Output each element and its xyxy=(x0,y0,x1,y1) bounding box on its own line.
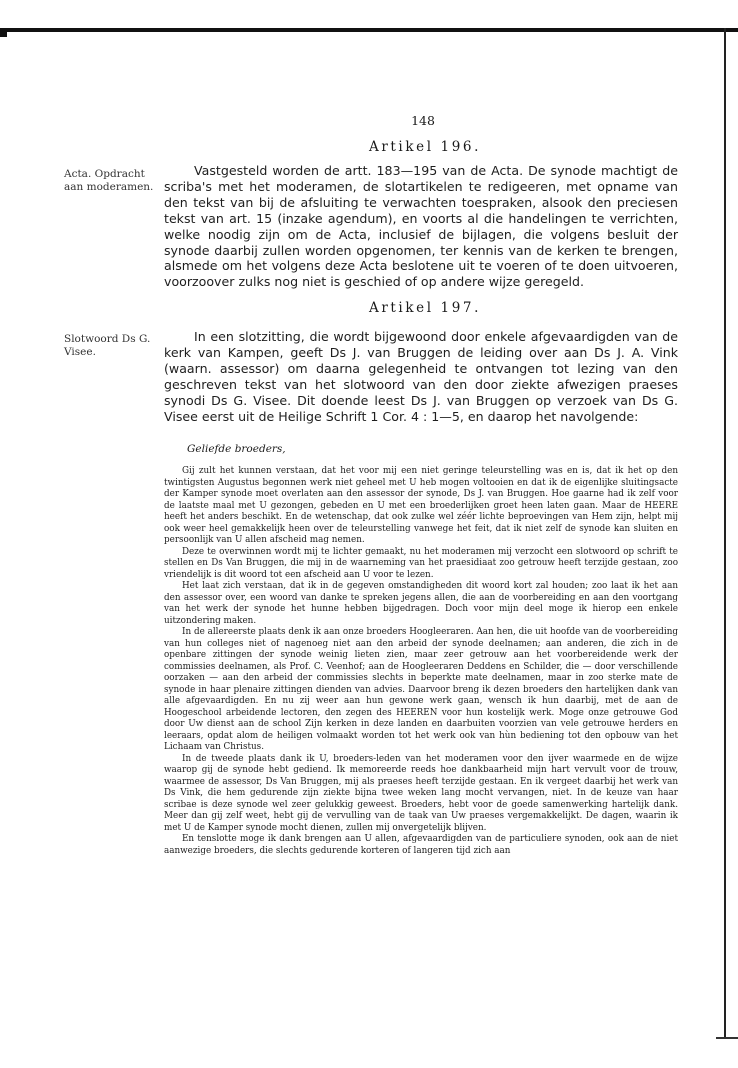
article-197-text: In een slotzitting, die wordt bijgewoond door enkele afgevaardigden van de kerk van Kampen, geeft Ds J. van Bruggen de leiding over aan Ds J. A. Vink (waarn. assessor) om daarna gelegenheid te ontvangen tot lezing van den geschreven tekst van het slotwoord van den door ziekte afwezigen praeses synodi Ds G. Visee. Dit doende leest Ds J. van Bruggen op verzoek van Ds G. Visee eerst uit de Heilige Schrift 1 Cor. 4 : 1—5, en daarop het navolgende: xyxy=(164,329,678,424)
scan-edge-bottom xyxy=(716,1037,738,1039)
margin-note-acta: Acta. Opdracht aan moderamen. xyxy=(64,168,154,193)
letter-paragraph: Gij zult het kunnen verstaan, dat het voor mij een niet geringe teleurstelling was en is, dat ik het op den twintigsten Augustus begonnen werk niet geheel met U heb mogen voltooien en dat ik de eigenlijke sluitingsacte der Kamper synode moet overlaten aan den assessor der synode, Ds J. van Bruggen. Hoe gaarne had ik zelf voor de laatste maal met U gezongen, gebeden en U met een broederlijken groet heen laten gaan. Maar de HEERE heeft het anders beschikt. En de wetenschap, dat ook zulke wel zéér lichte beproevingen van Hem zijn, helpt mij ook weer heel gemakkelijk heen over de teleurstelling vanwege het feit, dat ik niet zelf de synode kan sluiten en persoonlijk van U allen afscheid mag nemen. xyxy=(164,466,678,545)
article-heading-197: Artikel 197. xyxy=(369,300,481,316)
margin-note-slotwoord: Slotwoord Ds G. Visee. xyxy=(64,333,151,358)
letter-paragraph: Het laat zich verstaan, dat ik in de gegeven omstandigheden dit woord kort zal houden; zoo laat ik het aan den assessor over, een woord van danke te spreken jegens allen, die aan de voorbereiding en aan den voortgang van het werk der synode het hunne hebben bijgedragen. Doch voor mijn deel moge ik hierop een enkele uitzondering maken. xyxy=(164,581,678,626)
letter-body xyxy=(164,466,678,857)
letter-salutation: Geliefde broeders, xyxy=(187,443,286,455)
scan-edge-top xyxy=(0,28,738,32)
scan-corner-mark xyxy=(0,30,7,37)
letter-paragraph: In de tweede plaats dank ik U, broeders-leden van het moderamen voor den ijver waarmede en de wijze waarop gij de synode hebt gediend. Ik memoreerde reeds hoe dankbaarheid mijn hart vervult voor de trouw, waarmee de assessor, Ds Van Bruggen, mij als praeses heeft terzijde gestaan. En ik vergeet daarbij het werk van Ds Vink, die hem gedurende zijn ziekte bijna twee weken lang mocht vervangen, niet. In de keuze van haar scribae is deze synode wel zeer gelukkig geweest. Broeders, hebt voor de goede samenwerking hartelijk dank. Meer dan gij zelf weet, hebt gij de vervulling van de taak van Uw praeses vergemakkelijkt. De dagen, waarin ik met U de Kamper synode mocht dienen, zullen mij onvergetelijk blijven. xyxy=(164,753,678,833)
letter-paragraph: Deze te overwinnen wordt mij te lichter gemaakt, nu het moderamen mij verzocht een slotwoord op schrift te stellen en Ds Van Bruggen, die mij in de waarneming van het praesidiaat zoo getrouw heeft terzijde gestaan, zoo vriendelijk is dit woord tot een afscheid aan U voor te lezen. xyxy=(164,546,678,580)
letter-paragraph: In de allereerste plaats denk ik aan onze broeders Hoogleeraren. Aan hen, die uit hoofde van de voorbereiding van hun colleges niet of nagenoeg niet aan den arbeid der synode deelnamen; aan anderen, die zich in de openbare zittingen der synode weinig lieten zien, maar zeer getrouw aan het voorbereidende werk der commissies deelnamen, als Prof. C. Veenhof; aan de Hoogleeraren Deddens en Schilder, die — door verschillende oorzaken — aan den arbeid der commissies slechts in beperkte mate deelnamen, maar in zoo sterke mate de synode in haar plenaire zittingen dienden van advies. Daarvoor breng ik dezen broeders den hartelijken dank van alle afgevaardigden. En nu zij weer aan hun gewone werk gaan, wensch ik hun daarbij, met de aan de Hoogeschool arbeidende lectoren, den zegen des HEEREN voor hun kostelijk werk. Moge onze getrouwe God door Uw dienst aan de school Zijn kerken in deze landen en daarbuiten voorzien van vele getrouwe herders en leeraars, opdat alom de heiligen volmaakt worden tot het werk ook van hùn bediening tot den opbouw van het Lichaam van Christus. xyxy=(164,627,678,752)
article-heading-196: Artikel 196. xyxy=(369,139,481,155)
article-196-text: Vastgesteld worden de artt. 183—195 van de Acta. De synode machtigt de scriba's met het moderamen, de slotartikelen te redigeeren, met opname van den tekst van bij de afsluiting te verwachten toespraken, alsook den preciesen tekst van art. 15 (inzake agendum), en voorts al die handelingen te verrichten, welke noodig zijn om de Acta, inclusief de bijlagen, die volgens besluit der synode daarbij zullen worden opgenomen, ter kennis van de kerken te brengen, alsmede om het volgens deze Acta beslotene uit te voeren of te doen uitvoeren, voorzoover zulks nog niet is geschied of op andere wijze geregeld. xyxy=(164,163,678,290)
letter-paragraph: En tenslotte moge ik dank brengen aan U allen, afgevaardigden van de particuliere synoden, ook aan de niet aanwezige broeders, die slechts gedurende korteren of langeren tijd zich aan xyxy=(164,834,678,856)
page-number: 148 xyxy=(411,113,435,128)
scan-edge-right xyxy=(724,28,726,1038)
